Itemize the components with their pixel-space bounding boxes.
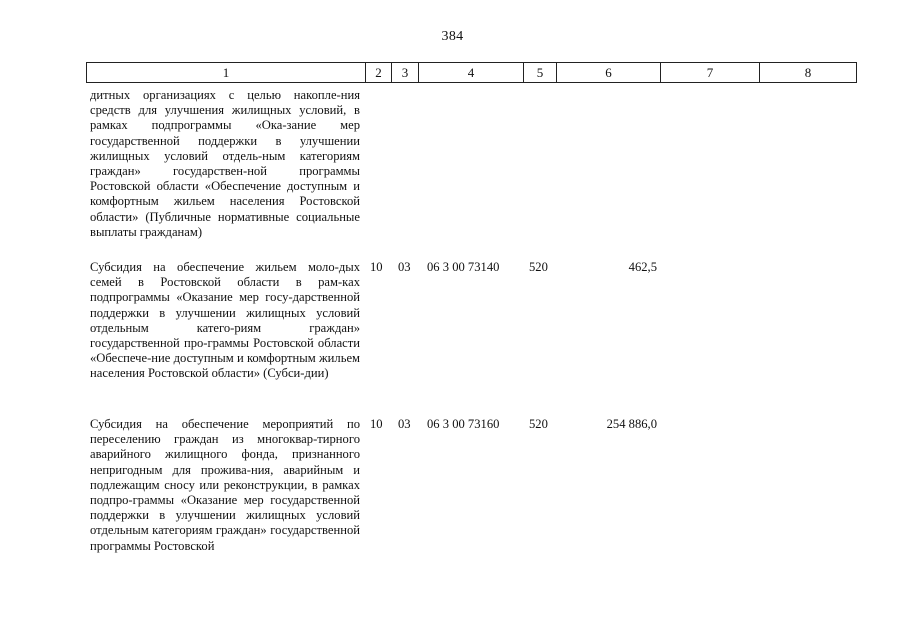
row-expense-type-code: 520 xyxy=(529,260,548,274)
column-header-4: 4 xyxy=(419,63,524,83)
row-amount: 254 886,0 xyxy=(606,417,657,431)
row-description: Субсидия на обеспечение мероприятий по переселению граждан из многоквар-тирного аварийного жилищного фонда, признанного непригодным для прожива-ния, аварийным и подлежащим сносу или реконструкции, в рамках подпро-граммы «Оказание мер государственной поддержки в улучшении жилищных условий отдельным категориям граждан» государственной программы Ростовской xyxy=(90,417,360,553)
column-header-1: 1 xyxy=(87,63,366,83)
column-header-2: 2 xyxy=(366,63,392,83)
row-target-article-code: 06 3 00 73140 xyxy=(427,260,500,274)
row-description: Субсидия на обеспечение жильем моло-дых семей в Ростовской области в рам-ках подпрограммы «Оказание мер госу-дарственной поддержки в улучшении жилищных условий отдельным катего-риям граждан» государственной про-граммы Ростовской области «Обеспече-ние доступным и комфортным жильем населения Ростовской области» (Субси-дии) xyxy=(90,260,360,381)
row-section-code: 10 xyxy=(370,260,383,274)
column-header-3: 3 xyxy=(392,63,419,83)
row-expense-type-code: 520 xyxy=(529,417,548,431)
column-header-7: 7 xyxy=(661,63,760,83)
row-description: дитных организациях с целью накопле-ния средств для улучшения жилищных условий, в рамках подпрограммы «Ока-зание мер государственной поддержки в улучшении жилищных условий отдель-ным категориям граждан» государствен-ной программы Ростовской области «Обеспечение доступным и комфортным жильем населения Ростовской области» (Публичные нормативные социальные выплаты гражданам) xyxy=(90,88,360,239)
page-number: 384 xyxy=(441,29,464,44)
row-section-code: 10 xyxy=(370,417,383,431)
table-header xyxy=(86,62,857,83)
row-amount: 462,5 xyxy=(628,260,657,274)
column-header-8: 8 xyxy=(760,63,857,83)
row-target-article-code: 06 3 00 73160 xyxy=(427,417,500,431)
column-header-5: 5 xyxy=(524,63,557,83)
column-header-6: 6 xyxy=(557,63,661,83)
row-subsection-code: 03 xyxy=(398,260,411,274)
row-subsection-code: 03 xyxy=(398,417,411,431)
